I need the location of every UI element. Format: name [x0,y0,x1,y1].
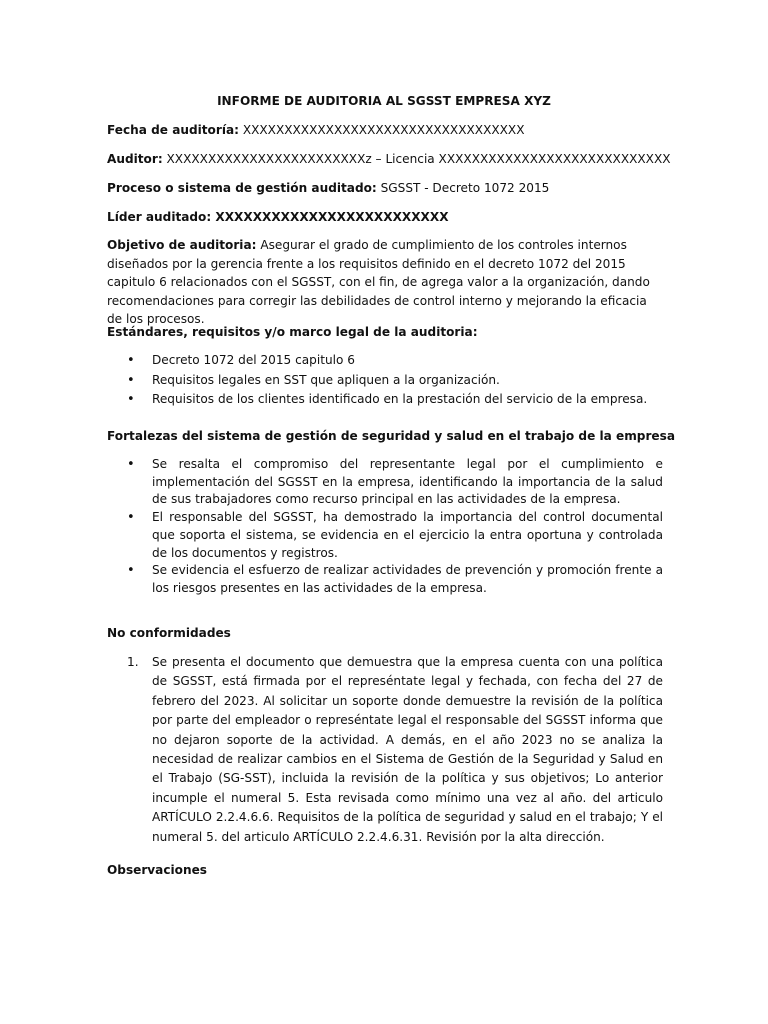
estandares-list [107,351,663,410]
fecha-value: XXXXXXXXXXXXXXXXXXXXXXXXXXXXXXXXXX [238,123,525,137]
fecha-label: Fecha de auditoría: [107,123,239,137]
proceso-row [107,180,549,196]
bullet-icon: • [127,457,135,472]
objetivo-value: Asegurar el grado de cumplimiento de los controles internos diseñados por la gerencia frente a los requisitos definido en el decreto 1072 del 2015 capitulo 6 relacionados con el SGSST, con el fin, de agrega valor a la organización, dando recomendaciones para corregir las debilidades de control interno y mejorando la eficacia de los procesos. [107,238,650,326]
list-item-text: Se presenta el documento que demuestra que la empresa cuenta con una política de SGSST, está firmada por el represéntate legal y fechada, con fecha del 27 de febrero del 2023. Al solicitar un soporte donde demuestre la revisión de la política por parte del empleador o represéntate legal el responsable del SGSST informa que no dejaron soporte de la actividad. A demás, en el año 2023 no se analiza la necesidad de realizar cambios en el Sistema de Gestión de la Seguridad y Salud en el Trabajo (SG-SST), incluida la revisión de la política y sus objetivos; Lo anterior incumple el numeral 5. Esta revisada como mínimo una vez al año. del articulo ARTÍCULO 2.2.4.6.6. Requisitos de la política de seguridad y salud en el trabajo; Y el numeral 5. del articulo ARTÍCULO 2.2.4.6.31. Revisión por la alta dirección. [152,655,663,844]
bullet-icon: • [127,563,135,579]
list-item-text: Decreto 1072 del 2015 capitulo 6 [152,353,355,367]
list-item [107,351,663,371]
list-item [107,509,663,562]
no-conformidades-heading: No conformidades [107,626,231,640]
list-item-text: Requisitos de los clientes identificado en la prestación del servicio de la empresa. [152,392,648,406]
list-item-text: Se evidencia el esfuerzo de realizar actividades de prevención y promoción frente a los riesgos presentes en las actividades de la empresa. [152,563,663,595]
list-item [107,371,663,391]
lider-label: Líder auditado: [107,210,212,224]
lider-row [107,209,449,225]
list-item-text: El responsable del SGSST, ha demostrado la importancia del control documental que soporta el sistema, se evidencia en el ejercicio la entra oportuna y controlada de los documentos y registros. [152,510,663,560]
auditor-value: XXXXXXXXXXXXXXXXXXXXXXXXz – Licencia XXXXXXXXXXXXXXXXXXXXXXXXXXXX [162,152,671,166]
lider-value: XXXXXXXXXXXXXXXXXXXXXXXXX [211,210,449,224]
fortalezas-heading: Fortalezas del sistema de gestión de seguridad y salud en el trabajo de la empresa [107,429,675,443]
proceso-value: SGSST - Decreto 1072 2015 [376,181,550,195]
objetivo-paragraph [107,236,663,329]
list-item [107,390,663,410]
list-item-number: 1. [127,655,139,669]
auditor-label: Auditor: [107,152,163,166]
bullet-icon: • [127,353,135,368]
bullet-icon: • [127,392,135,407]
objetivo-label: Objetivo de auditoria: [107,238,257,252]
auditor-row [107,151,671,167]
fortalezas-list [107,456,663,598]
fecha-row [107,122,525,138]
bullet-icon: • [127,510,135,526]
bullet-icon: • [127,372,135,388]
document-title: INFORME DE AUDITORIA AL SGSST EMPRESA XYZ [217,94,551,108]
list-item-text: Se resalta el compromiso del representante legal por el cumplimiento e implementación del SGSST en la empresa, identificando la importancia de la salud de sus trabajadores como recurso principal en las actividades de la empresa. [152,457,663,507]
no-conformidades-list [107,653,663,847]
estandares-heading: Estándares, requisitos y/o marco legal de la auditoria: [107,325,478,339]
observaciones-heading: Observaciones [107,863,207,877]
proceso-label: Proceso o sistema de gestión auditado: [107,181,377,195]
list-item [107,653,663,847]
list-item-text: Requisitos legales en SST que apliquen a la organización. [152,372,500,387]
list-item [107,562,663,597]
list-item [107,456,663,509]
